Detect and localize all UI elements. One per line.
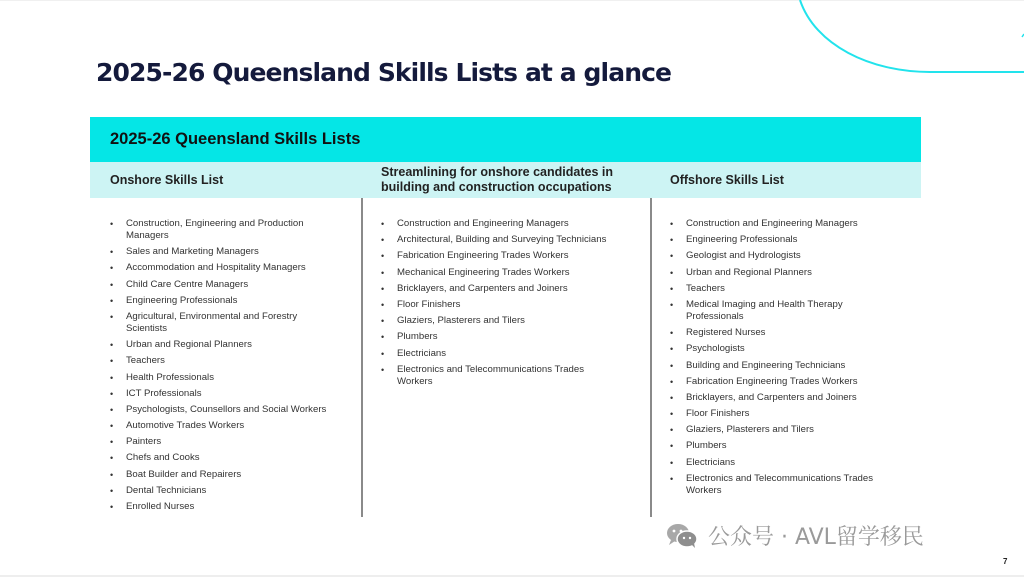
list-item: • Boat Builder and Repairers	[110, 469, 335, 481]
list-item: • ICT Professionals	[110, 388, 335, 400]
list-item: • Psychologists	[670, 343, 895, 355]
list-item: • Accommodation and Hospitality Managers	[110, 262, 335, 274]
list-item: • Architectural, Building and Surveying Technicians	[381, 234, 621, 246]
list-item: • Medical Imaging and Health Therapy Professionals	[670, 299, 895, 323]
table-header	[90, 117, 921, 162]
column-heading-offshore: Offshore Skills List	[670, 173, 784, 187]
list-item: • Teachers	[670, 283, 895, 295]
list-item: • Electricians	[670, 457, 895, 469]
list-item: • Building and Engineering Technicians	[670, 360, 895, 372]
list-item: • Construction and Engineering Managers	[381, 218, 621, 230]
list-item: • Construction and Engineering Managers	[670, 218, 895, 230]
list-item: • Floor Finishers	[670, 408, 895, 420]
list-item: • Enrolled Nurses	[110, 501, 335, 513]
list-item: • Electronics and Telecommunications Trades Workers	[381, 364, 621, 388]
column-divider	[650, 198, 652, 517]
list-item: • Geologist and Hydrologists	[670, 250, 895, 262]
column-divider	[361, 198, 363, 517]
list-item: • Plumbers	[381, 331, 621, 343]
list-item: • Floor Finishers	[381, 299, 621, 311]
list-item: • Painters	[110, 436, 335, 448]
watermark-text: 公众号 · AVL留学移民	[708, 525, 924, 550]
onshore-skills-list	[110, 218, 335, 517]
list-item: • Urban and Regional Planners	[110, 339, 335, 351]
list-item: • Health Professionals	[110, 372, 335, 384]
list-item: • Engineering Professionals	[670, 234, 895, 246]
list-item: • Construction, Engineering and Production Managers	[110, 218, 335, 242]
page-number: 7	[1003, 557, 1008, 566]
list-item: • Teachers	[110, 355, 335, 367]
list-item: • Fabrication Engineering Trades Workers	[381, 250, 621, 262]
list-item: • Mechanical Engineering Trades Workers	[381, 267, 621, 279]
list-item: • Registered Nurses	[670, 327, 895, 339]
column-heading-onshore: Onshore Skills List	[110, 173, 224, 187]
list-item: • Urban and Regional Planners	[670, 267, 895, 279]
list-item: • Fabrication Engineering Trades Workers	[670, 376, 895, 388]
list-item: • Automotive Trades Workers	[110, 420, 335, 432]
list-item: • Glaziers, Plasterers and Tilers	[670, 424, 895, 436]
list-item: • Psychologists, Counsellors and Social Workers	[110, 404, 335, 416]
list-item: • Agricultural, Environmental and Forestry Scientists	[110, 311, 335, 335]
list-item: • Glaziers, Plasterers and Tilers	[381, 315, 621, 327]
list-item: • Bricklayers, and Carpenters and Joiners	[670, 392, 895, 404]
list-item: • Electricians	[381, 348, 621, 360]
table-subheader	[90, 162, 921, 198]
list-item: • Electronics and Telecommunications Trades Workers	[670, 473, 895, 497]
watermark	[666, 520, 924, 551]
skills-lists-table	[90, 117, 921, 198]
list-item: • Sales and Marketing Managers	[110, 246, 335, 258]
list-item: • Child Care Centre Managers	[110, 279, 335, 291]
list-item: • Bricklayers, and Carpenters and Joiners	[381, 283, 621, 295]
streamlining-skills-list	[381, 218, 621, 392]
list-item: • Engineering Professionals	[110, 295, 335, 307]
wechat-icon	[666, 523, 698, 549]
offshore-skills-list	[670, 218, 895, 501]
page-title: 2025-26 Queensland Skills Lists at a glance	[96, 58, 672, 87]
column-heading-streamlining: Streamlining for onshore candidates in building and construction occupations	[381, 165, 613, 194]
list-item: • Plumbers	[670, 440, 895, 452]
list-item: • Chefs and Cooks	[110, 452, 335, 464]
table-header-title: 2025-26 Queensland Skills Lists	[110, 130, 361, 148]
list-item: • Dental Technicians	[110, 485, 335, 497]
